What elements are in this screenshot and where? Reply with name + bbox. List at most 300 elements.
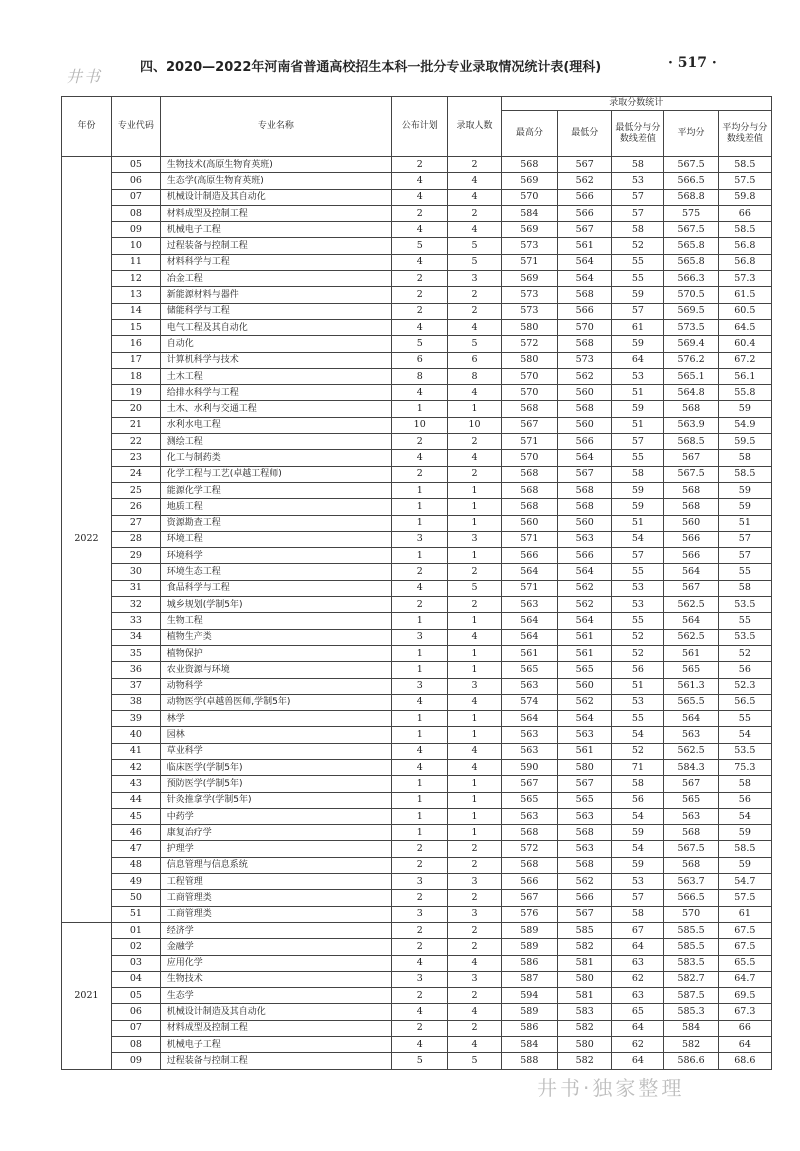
min-diff-cell: 53 bbox=[612, 368, 664, 384]
admitted-cell: 4 bbox=[448, 1037, 501, 1053]
plan-cell: 4 bbox=[392, 173, 448, 189]
min-diff-cell: 59 bbox=[612, 336, 664, 352]
plan-cell: 2 bbox=[392, 287, 448, 303]
avg-cell: 566.3 bbox=[664, 271, 718, 287]
plan-cell: 4 bbox=[392, 759, 448, 775]
name-cell: 土木、水利与交通工程 bbox=[160, 401, 391, 417]
plan-cell: 1 bbox=[392, 401, 448, 417]
avg-diff-cell: 56.1 bbox=[718, 368, 771, 384]
max-cell: 589 bbox=[501, 939, 557, 955]
table-row bbox=[62, 955, 772, 971]
avg-cell: 567.5 bbox=[664, 841, 718, 857]
plan-cell: 1 bbox=[392, 727, 448, 743]
code-cell: 08 bbox=[111, 205, 160, 221]
max-cell: 565 bbox=[501, 662, 557, 678]
code-cell: 39 bbox=[111, 711, 160, 727]
avg-cell: 563.9 bbox=[664, 417, 718, 433]
avg-diff-cell: 58.5 bbox=[718, 157, 771, 173]
avg-cell: 585.5 bbox=[664, 922, 718, 938]
name-cell: 储能科学与工程 bbox=[160, 303, 391, 319]
table-row bbox=[62, 988, 772, 1004]
min-diff-cell: 55 bbox=[612, 450, 664, 466]
avg-diff-cell: 56.5 bbox=[718, 694, 771, 710]
avg-diff-cell: 55 bbox=[718, 613, 771, 629]
code-cell: 38 bbox=[111, 694, 160, 710]
min-diff-cell: 58 bbox=[612, 222, 664, 238]
name-cell: 生态学 bbox=[160, 988, 391, 1004]
avg-diff-cell: 56 bbox=[718, 662, 771, 678]
max-cell: 573 bbox=[501, 238, 557, 254]
name-cell: 资源勘查工程 bbox=[160, 515, 391, 531]
table-body bbox=[62, 157, 772, 1070]
min-cell: 580 bbox=[558, 1037, 612, 1053]
plan-cell: 1 bbox=[392, 792, 448, 808]
table-row bbox=[62, 613, 772, 629]
name-cell: 植物保护 bbox=[160, 645, 391, 661]
admitted-cell: 4 bbox=[448, 1004, 501, 1020]
min-diff-cell: 52 bbox=[612, 629, 664, 645]
name-cell: 林学 bbox=[160, 711, 391, 727]
avg-diff-cell: 60.4 bbox=[718, 336, 771, 352]
max-cell: 569 bbox=[501, 271, 557, 287]
avg-diff-cell: 67.5 bbox=[718, 922, 771, 938]
admitted-cell: 2 bbox=[448, 287, 501, 303]
table-row bbox=[62, 254, 772, 270]
avg-cell: 563.7 bbox=[664, 874, 718, 890]
code-cell: 06 bbox=[111, 1004, 160, 1020]
avg-cell: 586.6 bbox=[664, 1053, 718, 1069]
avg-cell: 568.8 bbox=[664, 189, 718, 205]
code-cell: 19 bbox=[111, 385, 160, 401]
plan-cell: 2 bbox=[392, 988, 448, 1004]
max-cell: 565 bbox=[501, 792, 557, 808]
avg-cell: 566.5 bbox=[664, 173, 718, 189]
code-cell: 50 bbox=[111, 890, 160, 906]
admitted-cell: 3 bbox=[448, 906, 501, 922]
max-cell: 586 bbox=[501, 955, 557, 971]
avg-cell: 568.5 bbox=[664, 434, 718, 450]
admitted-cell: 1 bbox=[448, 792, 501, 808]
min-diff-cell: 56 bbox=[612, 792, 664, 808]
avg-diff-cell: 58 bbox=[718, 580, 771, 596]
avg-diff-cell: 64.7 bbox=[718, 971, 771, 987]
min-cell: 582 bbox=[558, 939, 612, 955]
plan-cell: 4 bbox=[392, 580, 448, 596]
max-cell: 590 bbox=[501, 759, 557, 775]
min-cell: 562 bbox=[558, 694, 612, 710]
avg-cell: 584.3 bbox=[664, 759, 718, 775]
table-row bbox=[62, 678, 772, 694]
plan-cell: 1 bbox=[392, 711, 448, 727]
avg-diff-cell: 53.5 bbox=[718, 597, 771, 613]
avg-diff-cell: 59 bbox=[718, 825, 771, 841]
plan-cell: 4 bbox=[392, 189, 448, 205]
table-row bbox=[62, 564, 772, 580]
min-diff-cell: 58 bbox=[612, 157, 664, 173]
table-row bbox=[62, 515, 772, 531]
avg-diff-cell: 59.5 bbox=[718, 434, 771, 450]
min-diff-cell: 57 bbox=[612, 890, 664, 906]
name-cell: 针灸推拿学(学制5年) bbox=[160, 792, 391, 808]
min-cell: 568 bbox=[558, 499, 612, 515]
avg-diff-cell: 54.7 bbox=[718, 874, 771, 890]
code-cell: 40 bbox=[111, 727, 160, 743]
admitted-cell: 4 bbox=[448, 694, 501, 710]
min-diff-cell: 54 bbox=[612, 841, 664, 857]
avg-diff-cell: 69.5 bbox=[718, 988, 771, 1004]
code-cell: 32 bbox=[111, 597, 160, 613]
admitted-cell: 2 bbox=[448, 303, 501, 319]
code-cell: 47 bbox=[111, 841, 160, 857]
admitted-cell: 1 bbox=[448, 825, 501, 841]
max-cell: 568 bbox=[501, 499, 557, 515]
table-row bbox=[62, 548, 772, 564]
table-row bbox=[62, 629, 772, 645]
max-cell: 571 bbox=[501, 254, 557, 270]
avg-cell: 582.7 bbox=[664, 971, 718, 987]
avg-diff-cell: 59 bbox=[718, 499, 771, 515]
name-cell: 机械设计制造及其自动化 bbox=[160, 189, 391, 205]
avg-diff-cell: 60.5 bbox=[718, 303, 771, 319]
code-cell: 04 bbox=[111, 971, 160, 987]
table-row bbox=[62, 466, 772, 482]
name-cell: 草业科学 bbox=[160, 743, 391, 759]
avg-cell: 564 bbox=[664, 711, 718, 727]
table-row bbox=[62, 597, 772, 613]
avg-cell: 568 bbox=[664, 401, 718, 417]
table-row bbox=[62, 205, 772, 221]
code-cell: 20 bbox=[111, 401, 160, 417]
max-cell: 580 bbox=[501, 352, 557, 368]
avg-cell: 567.5 bbox=[664, 466, 718, 482]
avg-diff-cell: 54 bbox=[718, 808, 771, 824]
name-cell: 城乡规划(学制5年) bbox=[160, 597, 391, 613]
admitted-cell: 1 bbox=[448, 499, 501, 515]
min-cell: 565 bbox=[558, 792, 612, 808]
max-cell: 572 bbox=[501, 841, 557, 857]
max-cell: 586 bbox=[501, 1020, 557, 1036]
min-cell: 561 bbox=[558, 645, 612, 661]
avg-diff-cell: 66 bbox=[718, 1020, 771, 1036]
min-cell: 568 bbox=[558, 857, 612, 873]
avg-cell: 562.5 bbox=[664, 629, 718, 645]
max-cell: 569 bbox=[501, 173, 557, 189]
avg-diff-cell: 56.8 bbox=[718, 238, 771, 254]
table-row bbox=[62, 450, 772, 466]
plan-cell: 3 bbox=[392, 678, 448, 694]
code-cell: 23 bbox=[111, 450, 160, 466]
max-cell: 570 bbox=[501, 368, 557, 384]
min-cell: 561 bbox=[558, 629, 612, 645]
avg-cell: 564 bbox=[664, 564, 718, 580]
table-row bbox=[62, 1053, 772, 1069]
min-diff-cell: 63 bbox=[612, 988, 664, 1004]
table-row bbox=[62, 906, 772, 922]
plan-cell: 2 bbox=[392, 466, 448, 482]
admitted-cell: 1 bbox=[448, 711, 501, 727]
code-cell: 42 bbox=[111, 759, 160, 775]
code-cell: 25 bbox=[111, 482, 160, 498]
code-cell: 45 bbox=[111, 808, 160, 824]
admitted-cell: 2 bbox=[448, 434, 501, 450]
min-cell: 561 bbox=[558, 743, 612, 759]
avg-diff-cell: 57.5 bbox=[718, 890, 771, 906]
year-cell: 2022 bbox=[62, 157, 112, 923]
code-cell: 51 bbox=[111, 906, 160, 922]
min-cell: 562 bbox=[558, 580, 612, 596]
name-cell: 环境生态工程 bbox=[160, 564, 391, 580]
min-cell: 566 bbox=[558, 890, 612, 906]
plan-cell: 4 bbox=[392, 955, 448, 971]
avg-diff-cell: 55 bbox=[718, 564, 771, 580]
avg-cell: 575 bbox=[664, 205, 718, 221]
plan-cell: 4 bbox=[392, 450, 448, 466]
table-row bbox=[62, 368, 772, 384]
min-diff-cell: 59 bbox=[612, 825, 664, 841]
avg-cell: 566 bbox=[664, 531, 718, 547]
plan-cell: 1 bbox=[392, 482, 448, 498]
max-cell: 568 bbox=[501, 466, 557, 482]
min-cell: 564 bbox=[558, 564, 612, 580]
name-cell: 给排水科学与工程 bbox=[160, 385, 391, 401]
name-cell: 金融学 bbox=[160, 939, 391, 955]
header-plan: 公布计划 bbox=[392, 97, 448, 157]
avg-cell: 569.4 bbox=[664, 336, 718, 352]
code-cell: 05 bbox=[111, 157, 160, 173]
plan-cell: 3 bbox=[392, 971, 448, 987]
min-cell: 564 bbox=[558, 711, 612, 727]
name-cell: 工程管理 bbox=[160, 874, 391, 890]
admitted-cell: 2 bbox=[448, 564, 501, 580]
table-row bbox=[62, 874, 772, 890]
min-cell: 562 bbox=[558, 173, 612, 189]
avg-diff-cell: 55 bbox=[718, 711, 771, 727]
code-cell: 03 bbox=[111, 955, 160, 971]
min-diff-cell: 59 bbox=[612, 401, 664, 417]
admitted-cell: 4 bbox=[448, 955, 501, 971]
max-cell: 561 bbox=[501, 645, 557, 661]
name-cell: 动物医学(卓越兽医师,学制5年) bbox=[160, 694, 391, 710]
name-cell: 机械电子工程 bbox=[160, 222, 391, 238]
min-cell: 567 bbox=[558, 222, 612, 238]
min-diff-cell: 51 bbox=[612, 515, 664, 531]
min-cell: 560 bbox=[558, 515, 612, 531]
table-row bbox=[62, 808, 772, 824]
avg-diff-cell: 67.2 bbox=[718, 352, 771, 368]
table-row bbox=[62, 776, 772, 792]
admitted-cell: 4 bbox=[448, 189, 501, 205]
plan-cell: 4 bbox=[392, 254, 448, 270]
max-cell: 576 bbox=[501, 906, 557, 922]
plan-cell: 2 bbox=[392, 564, 448, 580]
name-cell: 地质工程 bbox=[160, 499, 391, 515]
avg-cell: 567.5 bbox=[664, 222, 718, 238]
min-cell: 560 bbox=[558, 417, 612, 433]
name-cell: 环境科学 bbox=[160, 548, 391, 564]
avg-diff-cell: 64.5 bbox=[718, 319, 771, 335]
min-cell: 564 bbox=[558, 613, 612, 629]
avg-cell: 567 bbox=[664, 450, 718, 466]
table-row bbox=[62, 417, 772, 433]
avg-cell: 565.8 bbox=[664, 238, 718, 254]
min-cell: 580 bbox=[558, 971, 612, 987]
code-cell: 36 bbox=[111, 662, 160, 678]
code-cell: 33 bbox=[111, 613, 160, 629]
header-score-group: 录取分数统计 bbox=[501, 97, 771, 111]
name-cell: 环境工程 bbox=[160, 531, 391, 547]
max-cell: 566 bbox=[501, 874, 557, 890]
avg-diff-cell: 59 bbox=[718, 482, 771, 498]
avg-diff-cell: 66 bbox=[718, 205, 771, 221]
plan-cell: 1 bbox=[392, 825, 448, 841]
name-cell: 临床医学(学制5年) bbox=[160, 759, 391, 775]
table-row bbox=[62, 711, 772, 727]
code-cell: 07 bbox=[111, 189, 160, 205]
max-cell: 563 bbox=[501, 743, 557, 759]
min-cell: 581 bbox=[558, 988, 612, 1004]
min-cell: 562 bbox=[558, 597, 612, 613]
avg-cell: 569.5 bbox=[664, 303, 718, 319]
admitted-cell: 2 bbox=[448, 857, 501, 873]
min-diff-cell: 55 bbox=[612, 254, 664, 270]
max-cell: 568 bbox=[501, 482, 557, 498]
admitted-cell: 4 bbox=[448, 450, 501, 466]
table-row bbox=[62, 662, 772, 678]
min-cell: 563 bbox=[558, 727, 612, 743]
name-cell: 化学工程与工艺(卓越工程师) bbox=[160, 466, 391, 482]
code-cell: 02 bbox=[111, 939, 160, 955]
admitted-cell: 1 bbox=[448, 776, 501, 792]
max-cell: 567 bbox=[501, 776, 557, 792]
min-diff-cell: 59 bbox=[612, 499, 664, 515]
table-row bbox=[62, 531, 772, 547]
plan-cell: 4 bbox=[392, 1037, 448, 1053]
plan-cell: 6 bbox=[392, 352, 448, 368]
table-row bbox=[62, 971, 772, 987]
admitted-cell: 2 bbox=[448, 1020, 501, 1036]
table-row bbox=[62, 222, 772, 238]
code-cell: 31 bbox=[111, 580, 160, 596]
avg-diff-cell: 54.9 bbox=[718, 417, 771, 433]
avg-diff-cell: 57 bbox=[718, 548, 771, 564]
min-diff-cell: 55 bbox=[612, 564, 664, 580]
admitted-cell: 5 bbox=[448, 238, 501, 254]
avg-diff-cell: 54 bbox=[718, 727, 771, 743]
avg-diff-cell: 68.6 bbox=[718, 1053, 771, 1069]
max-cell: 566 bbox=[501, 548, 557, 564]
table-row bbox=[62, 319, 772, 335]
min-diff-cell: 65 bbox=[612, 1004, 664, 1020]
avg-cell: 567 bbox=[664, 776, 718, 792]
admitted-cell: 2 bbox=[448, 205, 501, 221]
min-cell: 566 bbox=[558, 434, 612, 450]
table-row bbox=[62, 759, 772, 775]
code-cell: 26 bbox=[111, 499, 160, 515]
name-cell: 中药学 bbox=[160, 808, 391, 824]
avg-cell: 568 bbox=[664, 499, 718, 515]
avg-diff-cell: 57.5 bbox=[718, 173, 771, 189]
max-cell: 584 bbox=[501, 1037, 557, 1053]
avg-cell: 570 bbox=[664, 906, 718, 922]
admitted-cell: 5 bbox=[448, 580, 501, 596]
max-cell: 571 bbox=[501, 580, 557, 596]
max-cell: 570 bbox=[501, 189, 557, 205]
min-diff-cell: 58 bbox=[612, 776, 664, 792]
min-cell: 567 bbox=[558, 906, 612, 922]
avg-diff-cell: 67.5 bbox=[718, 939, 771, 955]
admitted-cell: 10 bbox=[448, 417, 501, 433]
plan-cell: 5 bbox=[392, 336, 448, 352]
admitted-cell: 2 bbox=[448, 988, 501, 1004]
name-cell: 新能源材料与器件 bbox=[160, 287, 391, 303]
max-cell: 568 bbox=[501, 825, 557, 841]
code-cell: 13 bbox=[111, 287, 160, 303]
admitted-cell: 1 bbox=[448, 482, 501, 498]
avg-cell: 582 bbox=[664, 1037, 718, 1053]
min-cell: 566 bbox=[558, 303, 612, 319]
name-cell: 过程装备与控制工程 bbox=[160, 238, 391, 254]
table-row bbox=[62, 287, 772, 303]
avg-diff-cell: 58.5 bbox=[718, 222, 771, 238]
plan-cell: 3 bbox=[392, 874, 448, 890]
min-diff-cell: 71 bbox=[612, 759, 664, 775]
max-cell: 594 bbox=[501, 988, 557, 1004]
table-row bbox=[62, 922, 772, 938]
avg-diff-cell: 52.3 bbox=[718, 678, 771, 694]
min-cell: 567 bbox=[558, 466, 612, 482]
avg-diff-cell: 53.5 bbox=[718, 629, 771, 645]
avg-diff-cell: 58.5 bbox=[718, 841, 771, 857]
name-cell: 动物科学 bbox=[160, 678, 391, 694]
name-cell: 机械电子工程 bbox=[160, 1037, 391, 1053]
table-row bbox=[62, 352, 772, 368]
admitted-cell: 8 bbox=[448, 368, 501, 384]
avg-diff-cell: 58 bbox=[718, 776, 771, 792]
plan-cell: 2 bbox=[392, 271, 448, 287]
table-row bbox=[62, 157, 772, 173]
avg-cell: 565 bbox=[664, 792, 718, 808]
code-cell: 06 bbox=[111, 173, 160, 189]
name-cell: 材料成型及控制工程 bbox=[160, 1020, 391, 1036]
name-cell: 生物技术 bbox=[160, 971, 391, 987]
code-cell: 41 bbox=[111, 743, 160, 759]
code-cell: 44 bbox=[111, 792, 160, 808]
plan-cell: 5 bbox=[392, 1053, 448, 1069]
max-cell: 587 bbox=[501, 971, 557, 987]
plan-cell: 3 bbox=[392, 629, 448, 645]
avg-cell: 565.5 bbox=[664, 694, 718, 710]
name-cell: 生物技术(高原生物育英班) bbox=[160, 157, 391, 173]
avg-cell: 564 bbox=[664, 613, 718, 629]
avg-diff-cell: 61.5 bbox=[718, 287, 771, 303]
name-cell: 自动化 bbox=[160, 336, 391, 352]
plan-cell: 10 bbox=[392, 417, 448, 433]
min-diff-cell: 67 bbox=[612, 922, 664, 938]
code-cell: 08 bbox=[111, 1037, 160, 1053]
admitted-cell: 3 bbox=[448, 678, 501, 694]
avg-cell: 565.1 bbox=[664, 368, 718, 384]
min-diff-cell: 52 bbox=[612, 743, 664, 759]
plan-cell: 4 bbox=[392, 1004, 448, 1020]
name-cell: 护理学 bbox=[160, 841, 391, 857]
min-diff-cell: 55 bbox=[612, 271, 664, 287]
table-row bbox=[62, 857, 772, 873]
name-cell: 机械设计制造及其自动化 bbox=[160, 1004, 391, 1020]
min-cell: 568 bbox=[558, 336, 612, 352]
plan-cell: 4 bbox=[392, 222, 448, 238]
min-cell: 563 bbox=[558, 808, 612, 824]
admitted-cell: 2 bbox=[448, 922, 501, 938]
